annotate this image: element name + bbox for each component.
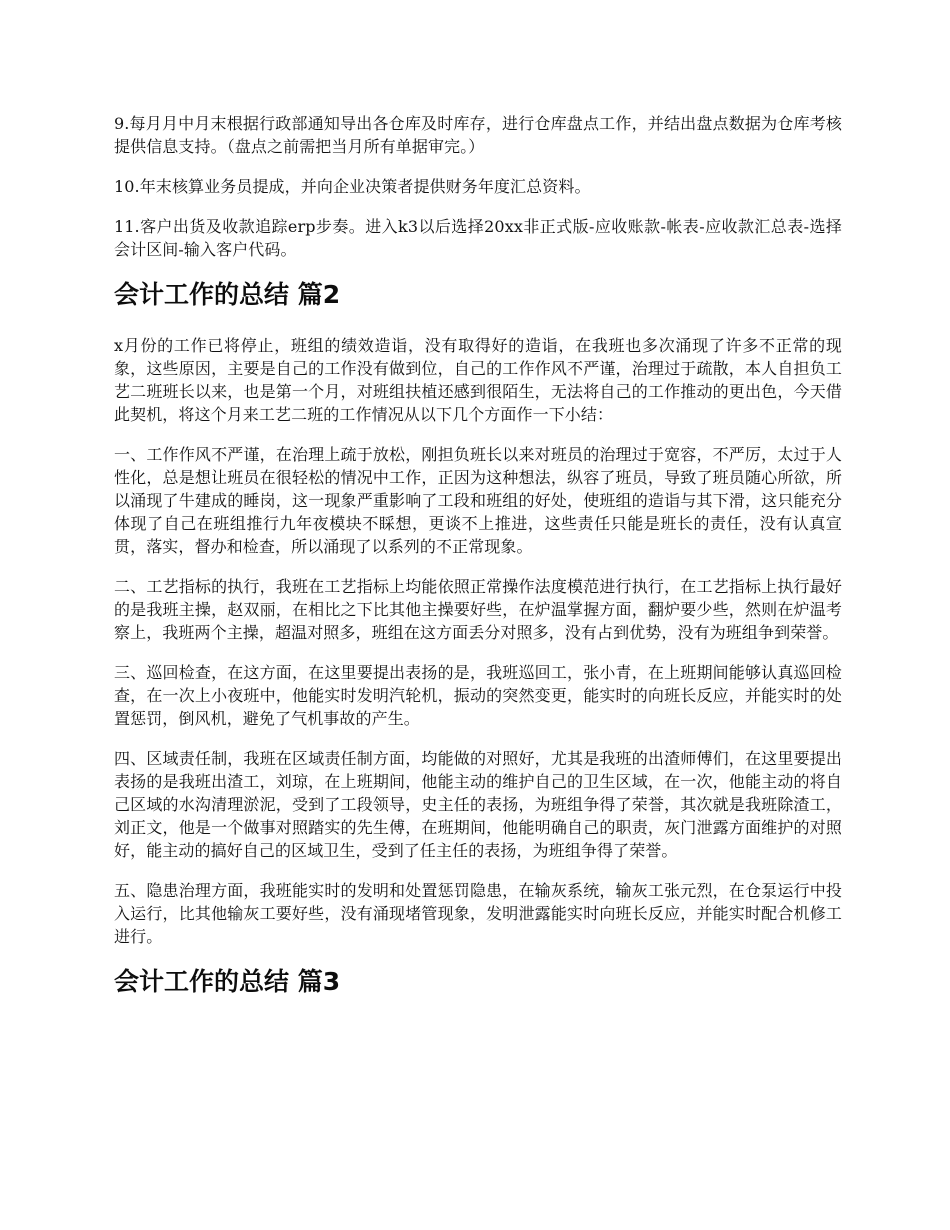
paragraph-item-10: 10.年末核算业务员提成，并向企业决策者提供财务年度汇总资料。 <box>114 177 591 196</box>
section-heading-3: 会计工作的总结 篇3 <box>114 967 341 996</box>
section2-point-4: 四、区域责任制，我班在区域责任制方面，均能做的对照好，尤其是我班的出渣师傅们，在这里要提出表扬的是我班出渣工，刘琼，在上班期间，他能主动的维护自己的卫生区域，在一次，他能主动的将自己区域的水沟清理淤泥，受到了工段领导，史主任的表扬，为班组争得了荣誉，其次就是我班除渣工，刘正文，他是一个做事对照踏实的先生傅，在班期间，他能明确自己的职责，灰门泄露方面维护的对照好，能主动的搞好自己的区域卫生，受到了任主任的表扬，为班组争得了荣誉。 <box>114 749 842 860</box>
section2-point-2: 二、工艺指标的执行，我班在工艺指标上均能依照正常操作法度模范进行执行，在工艺指标上执行最好的是我班主操，赵双丽，在相比之下比其他主操要好些，在炉温掌握方面，翻炉要少些，然则在炉温考察上，我班两个主操，超温对照多，班组在这方面丢分对照多，没有占到优势，没有为班组争到荣誉。 <box>114 577 842 642</box>
paragraph-item-11: 11.客户出货及收款追踪erp步奏。进入k3以后选择20xx非正式版-应收账款-帐表-应收款汇总表-选择会计区间-输入客户代码。 <box>114 217 842 259</box>
section2-point-1: 一、工作作风不严谨，在治理上疏于放松，刚担负班长以来对班员的治理过于宽容，不严厉，太过于人性化，总是想让班员在很轻松的情况中工作，正因为这种想法，纵容了班员，导致了班员随心所欲，所以涌现了牛建成的睡岗，这一现象严重影响了工段和班组的好处，使班组的造诣与其下滑，这只能充分体现了自己在班组推行九年夜模块不睬想，更谈不上推进，这些责任只能是班长的责任，没有认真宣贯，落实，督办和检查，所以涌现了以系列的不正常现象。 <box>114 445 842 556</box>
section-heading-2: 会计工作的总结 篇2 <box>114 280 341 309</box>
paragraph-item-9: 9.每月月中月末根据行政部通知导出各仓库及时库存，进行仓库盘点工作，并结出盘点数据为仓库考核提供信息支持。（盘点之前需把当月所有单据审完。） <box>114 114 842 156</box>
document-page <box>114 112 842 999</box>
section2-intro-paragraph: x月份的工作已将停止，班组的绩效造诣，没有取得好的造诣，在我班也多次涌现了许多不正常的现象，这些原因，主要是自己的工作没有做到位，自己的工作作风不严谨，治理过于疏散，本人自担负工艺二班班长以来，也是第一个月，对班组扶植还感到很陌生，无法将自己的工作推动的更出色，今天借此契机，将这个月来工艺二班的工作情况从以下几个方面作一下小结： <box>114 336 842 424</box>
section2-point-5: 五、隐患治理方面，我班能实时的发明和处置惩罚隐患，在输灰系统，输灰工张元烈，在仓泵运行中投入运行，比其他输灰工要好些，没有涌现堵管现象，发明泄露能实时向班长反应，并能实时配合机修工进行。 <box>114 881 842 946</box>
section2-point-3: 三、巡回检查，在这方面，在这里要提出表扬的是，我班巡回工，张小青，在上班期间能够认真巡回检查，在一次上小夜班中，他能实时发明汽轮机，振动的突然变更，能实时的向班长反应，并能实时的处置惩罚，倒风机，避免了气机事故的产生。 <box>114 663 842 728</box>
